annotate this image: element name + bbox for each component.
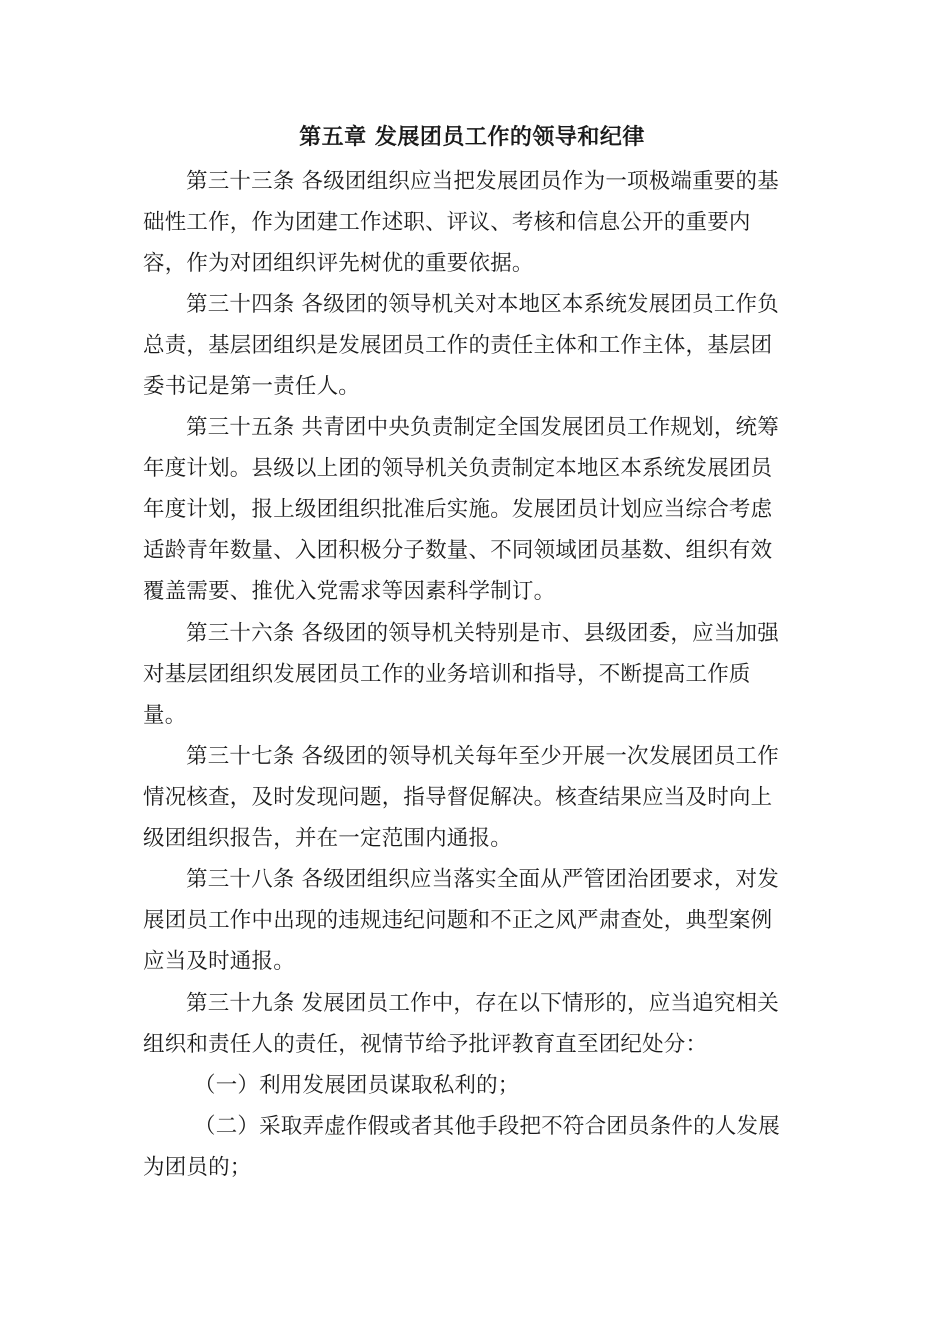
article-34-line-2: 总责，基层团组织是发展团员工作的责任主体和工作主体，基层团 bbox=[143, 333, 773, 358]
article-39-item-2-line-1: （二）采取弄虚作假或者其他手段把不符合团员条件的人发展 bbox=[194, 1114, 780, 1139]
article-35-line-1: 第三十五条 共青团中央负责制定全国发展团员工作规划，统筹 bbox=[186, 415, 779, 440]
article-37-line-3: 级团组织报告，并在一定范围内通报。 bbox=[143, 826, 512, 851]
article-33-line-3: 容，作为对团组织评先树优的重要依据。 bbox=[143, 251, 534, 276]
article-37-line-2: 情况核查，及时发现问题，指导督促解决。核查结果应当及时向上 bbox=[143, 785, 773, 810]
article-39-line-2: 组织和责任人的责任，视情节给予批评教育直至团纪处分： bbox=[143, 1032, 708, 1057]
article-36-line-3: 量。 bbox=[143, 703, 187, 728]
article-39-item-2-line-2: 为团员的； bbox=[143, 1155, 252, 1180]
article-35-line-3: 年度计划，报上级团组织批准后实施。发展团员计划应当综合考虑 bbox=[143, 497, 773, 522]
article-35-line-5: 覆盖需要、推优入党需求等因素科学制订。 bbox=[143, 579, 556, 604]
article-37-line-1: 第三十七条 各级团的领导机关每年至少开展一次发展团员工作 bbox=[186, 744, 779, 769]
article-39-item-1: （一）利用发展团员谋取私利的； bbox=[194, 1073, 520, 1098]
article-33-line-1: 第三十三条 各级团组织应当把发展团员作为一项极端重要的基 bbox=[186, 169, 779, 194]
article-34-line-1: 第三十四条 各级团的领导机关对本地区本系统发展团员工作负 bbox=[186, 292, 779, 317]
article-35-line-2: 年度计划。县级以上团的领导机关负责制定本地区本系统发展团员 bbox=[143, 456, 773, 481]
article-38-line-1: 第三十八条 各级团组织应当落实全面从严管团治团要求，对发 bbox=[186, 867, 779, 892]
article-39-line-1: 第三十九条 发展团员工作中，存在以下情形的，应当追究相关 bbox=[186, 991, 779, 1016]
article-36-line-1: 第三十六条 各级团的领导机关特别是市、县级团委，应当加强 bbox=[186, 621, 779, 646]
article-38-line-3: 应当及时通报。 bbox=[143, 949, 295, 974]
chapter-title: 第五章 发展团员工作的领导和纪律 bbox=[299, 125, 645, 150]
article-33-line-2: 础性工作，作为团建工作述职、评议、考核和信息公开的重要内 bbox=[143, 210, 751, 235]
article-35-line-4: 适龄青年数量、入团积极分子数量、不同领域团员基数、组织有效 bbox=[143, 538, 773, 563]
article-38-line-2: 展团员工作中出现的违规违纪问题和不正之风严肃查处，典型案例 bbox=[143, 908, 773, 933]
article-36-line-2: 对基层团组织发展团员工作的业务培训和指导，不断提高工作质 bbox=[143, 662, 751, 687]
article-34-line-3: 委书记是第一责任人。 bbox=[143, 374, 361, 399]
